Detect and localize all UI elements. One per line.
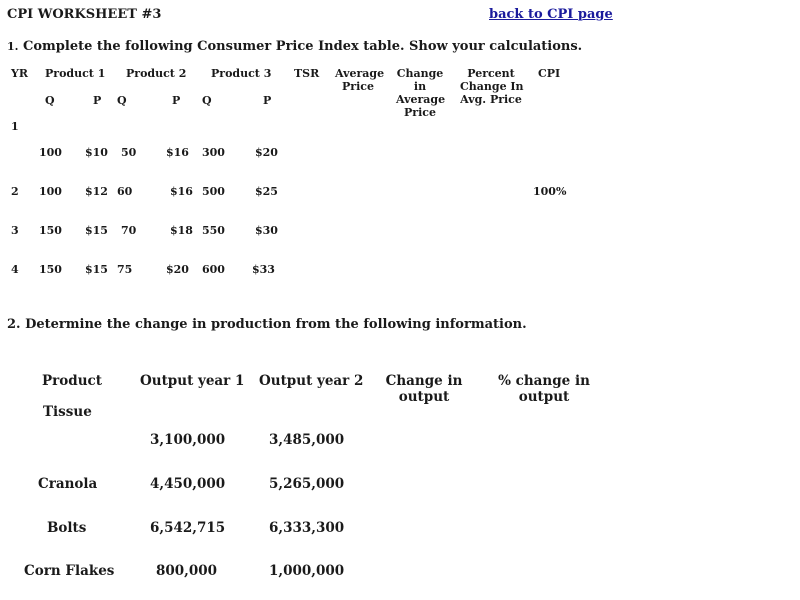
row-2-p3-q: 500 bbox=[202, 185, 225, 198]
col-header-pct-change-in-output bbox=[498, 373, 590, 405]
col-header-output-year-2: Output year 2 bbox=[259, 373, 364, 389]
col-header-output-year-1: Output year 1 bbox=[140, 373, 245, 389]
row-2-p2-p: $16 bbox=[170, 185, 193, 198]
row-1-p3-p: $20 bbox=[255, 146, 278, 159]
col-header-p2-p: P bbox=[172, 94, 181, 107]
col-header-p3-p: P bbox=[263, 94, 272, 107]
row-2-yr: 2 bbox=[11, 185, 19, 198]
question-1-text: Complete the following Consumer Price Index table. Show your calculations. bbox=[23, 39, 583, 54]
col-header-average-price bbox=[335, 67, 385, 93]
col-header-p1-p: P bbox=[93, 94, 102, 107]
row-1-yr: 1 bbox=[11, 120, 19, 133]
col-header-percent-line3: Avg. Price bbox=[460, 93, 522, 106]
row-corn-flakes-product: Corn Flakes bbox=[24, 563, 115, 579]
row-bolts-output1: 6,542,715 bbox=[150, 520, 226, 536]
row-4-p3-p: $33 bbox=[252, 263, 275, 276]
row-bolts-product: Bolts bbox=[47, 520, 87, 536]
row-1-p3-q: 300 bbox=[202, 146, 225, 159]
row-4-p1-p: $15 bbox=[85, 263, 108, 276]
row-3-yr: 3 bbox=[11, 224, 19, 237]
col-header-yr: YR bbox=[11, 67, 28, 80]
row-3-p2-q: 70 bbox=[121, 224, 137, 237]
question-1-number: 1. bbox=[7, 40, 19, 53]
row-4-p3-q: 600 bbox=[202, 263, 225, 276]
question-2-prompt: 2. Determine the change in production from the following information. bbox=[7, 317, 527, 332]
col-header-change-in-output bbox=[385, 373, 463, 405]
col-header-product: Product bbox=[42, 373, 102, 389]
col-header-change-line3: Average bbox=[396, 93, 446, 106]
row-tissue-output2: 3,485,000 bbox=[269, 432, 345, 448]
row-3-p1-q: 150 bbox=[39, 224, 62, 237]
row-1-p2-q: 50 bbox=[121, 146, 137, 159]
question-1-prompt bbox=[7, 39, 582, 54]
row-1-p2-p: $16 bbox=[166, 146, 189, 159]
row-4-p2-q: 75 bbox=[117, 263, 133, 276]
col-header-percent-line1: Percent bbox=[467, 67, 515, 80]
row-corn-flakes-output2: 1,000,000 bbox=[269, 563, 345, 579]
row-2-p1-q: 100 bbox=[39, 185, 62, 198]
page-title: CPI WORKSHEET #3 bbox=[7, 7, 162, 22]
row-4-p2-p: $20 bbox=[166, 263, 189, 276]
row-1-p1-q: 100 bbox=[39, 146, 62, 159]
col-header-product3: Product 3 bbox=[211, 67, 272, 80]
col-header-pct-line2: output bbox=[518, 389, 570, 405]
row-bolts-output2: 6,333,300 bbox=[269, 520, 345, 536]
col-header-change-line2: in bbox=[413, 80, 427, 93]
row-3-p3-p: $30 bbox=[255, 224, 278, 237]
col-header-cpi: CPI bbox=[538, 67, 561, 80]
row-2-p3-p: $25 bbox=[255, 185, 278, 198]
row-3-p3-q: 550 bbox=[202, 224, 225, 237]
row-3-p2-p: $18 bbox=[170, 224, 193, 237]
back-to-cpi-page-link[interactable]: back to CPI page bbox=[489, 7, 613, 22]
col-header-average-price-line2: Price bbox=[342, 80, 374, 93]
col-header-product2: Product 2 bbox=[126, 67, 187, 80]
row-corn-flakes-output1: 800,000 bbox=[156, 563, 218, 579]
col-header-change-in-average-price bbox=[396, 67, 444, 119]
col-header-change-line4: Price bbox=[404, 106, 436, 119]
row-4-yr: 4 bbox=[11, 263, 19, 276]
col-header-change-line1: Change in bbox=[385, 373, 463, 389]
row-2-p2-q: 60 bbox=[117, 185, 133, 198]
row-2-cpi: 100% bbox=[533, 185, 567, 198]
row-cranola-product: Cranola bbox=[38, 476, 98, 492]
col-header-tsr: TSR bbox=[294, 67, 320, 80]
col-header-percent-change bbox=[460, 67, 522, 106]
row-tissue-output1: 3,100,000 bbox=[150, 432, 226, 448]
col-header-percent-line2: Change In bbox=[460, 80, 524, 93]
col-header-change-line2: output bbox=[398, 389, 450, 405]
col-header-pct-line1: % change in bbox=[498, 373, 590, 389]
row-cranola-output1: 4,450,000 bbox=[150, 476, 226, 492]
col-header-p1-q: Q bbox=[45, 94, 55, 107]
row-cranola-output2: 5,265,000 bbox=[269, 476, 345, 492]
col-header-average-price-line1: Average bbox=[335, 67, 385, 80]
col-header-p2-q: Q bbox=[117, 94, 127, 107]
col-header-p3-q: Q bbox=[202, 94, 212, 107]
row-tissue-product: Tissue bbox=[43, 404, 92, 420]
row-1-p1-p: $10 bbox=[85, 146, 108, 159]
col-header-change-line1: Change bbox=[396, 67, 444, 80]
row-3-p1-p: $15 bbox=[85, 224, 108, 237]
row-4-p1-q: 150 bbox=[39, 263, 62, 276]
col-header-product1: Product 1 bbox=[45, 67, 106, 80]
row-2-p1-p: $12 bbox=[85, 185, 108, 198]
